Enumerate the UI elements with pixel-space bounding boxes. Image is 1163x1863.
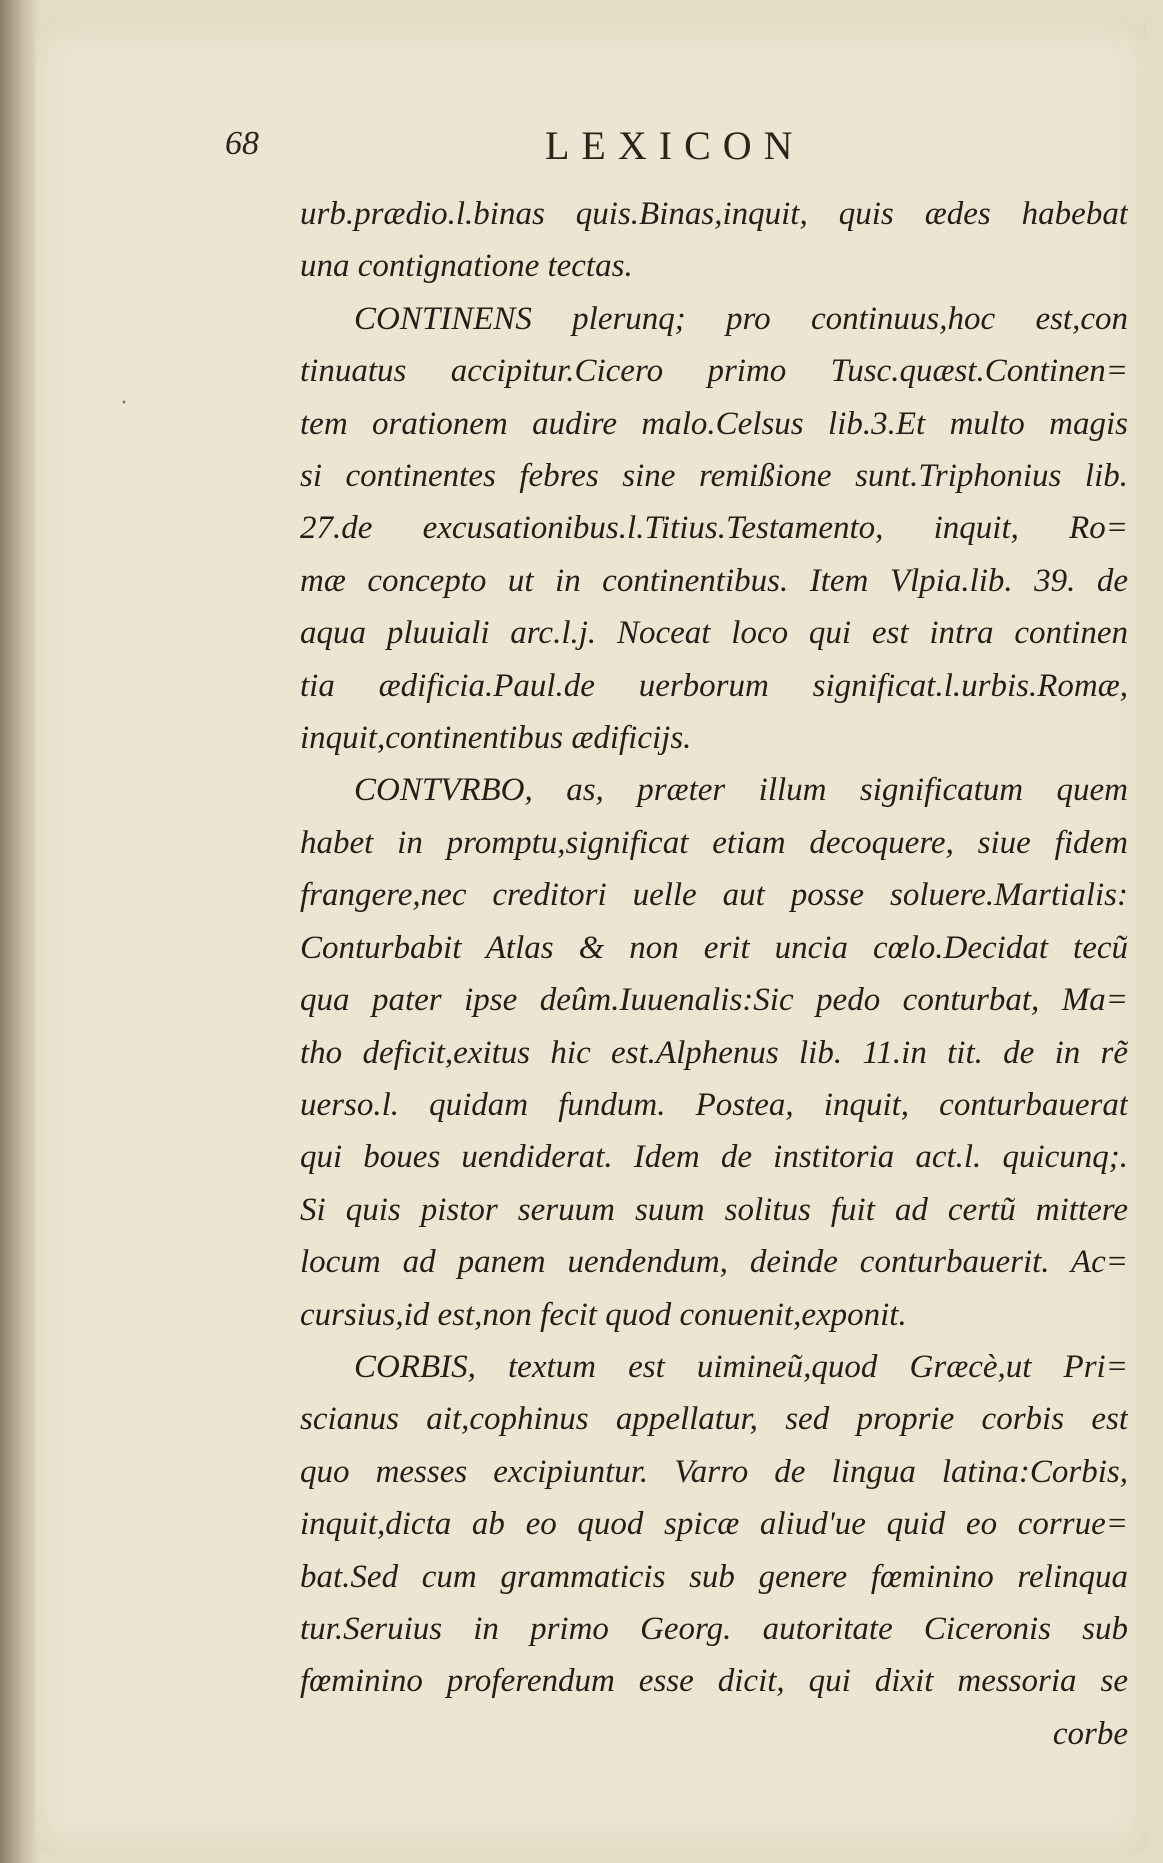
text-line: una contignatione tectas. bbox=[300, 248, 633, 285]
text-line: Conturbabit Atlas & non erit uncia cœlo.Decidat tecũ bbox=[300, 929, 1128, 966]
text-line: CORBIS, textum est uimineũ,quod Græcè,ut Pri= bbox=[354, 1348, 1128, 1385]
text-line: tia ædificia.Paul.de uerborum significat.l.urbis.Romæ, bbox=[300, 667, 1128, 704]
text-line: Si quis pistor seruum suum solitus fuit ad certũ mittere bbox=[300, 1191, 1128, 1228]
text-line: CONTINENS plerunq; pro continuus,hoc est,con bbox=[354, 300, 1128, 337]
text-line: aqua pluuiali arc.l.j. Noceat loco qui est intra continen bbox=[300, 615, 1128, 652]
text-line: 27.de excusationibus.l.Titius.Testamento, inquit, Ro= bbox=[300, 510, 1128, 547]
text-line: qui boues uendiderat. Idem de institoria act.l. quicunq;. bbox=[300, 1139, 1128, 1176]
text-line: fœminino proferendum esse dicit, qui dixit messoria se bbox=[300, 1663, 1128, 1700]
text-line: mæ concepto ut in continentibus. Item Vlpia.lib. 39. de bbox=[300, 562, 1128, 599]
text-line: tem orationem audire malo.Celsus lib.3.Et multo magis bbox=[300, 405, 1128, 442]
text-line: urb.prædio.l.binas quis.Binas,inquit, quis ædes habebat bbox=[300, 196, 1128, 232]
text-line: locum ad panem uendendum, deinde conturbauerit. Ac= bbox=[300, 1244, 1128, 1281]
margin-speck: · bbox=[120, 390, 128, 416]
text-line: inquit,continentibus ædificijs. bbox=[300, 720, 692, 757]
text-line: cursius,id est,non fecit quod conuenit,exponit. bbox=[300, 1296, 907, 1333]
text-line: inquit,dicta ab eo quod spicæ aliud'ue quid eo corrue= bbox=[300, 1506, 1128, 1543]
text-line: frangere,nec creditori uelle aut posse soluere.Martialis: bbox=[300, 877, 1128, 914]
running-head: LEXICON bbox=[545, 123, 805, 168]
text-line: qua pater ipse deûm.Iuuenalis:Sic pedo conturbat, Ma= bbox=[300, 982, 1128, 1019]
text-line: habet in promptu,significat etiam decoquere, siue fidem bbox=[300, 824, 1128, 861]
text-line: corbe bbox=[1052, 1715, 1128, 1752]
book-spine-shadow bbox=[0, 0, 40, 1863]
page-number: 68 bbox=[225, 125, 259, 162]
text-line: scianus ait,cophinus appellatur, sed proprie corbis est bbox=[300, 1401, 1128, 1438]
text-line: uerso.l. quidam fundum. Postea, inquit, conturbauerat bbox=[300, 1086, 1128, 1123]
text-line: quo messes excipiuntur. Varro de lingua latina:Corbis, bbox=[300, 1453, 1128, 1490]
text-line: tinuatus accipitur.Cicero primo Tusc.quæst.Continen= bbox=[300, 353, 1128, 390]
text-line: tur.Seruius in primo Georg. autoritate Ciceronis sub bbox=[300, 1610, 1128, 1647]
text-line: bat.Sed cum grammaticis sub genere fœminino relinqua bbox=[300, 1558, 1128, 1595]
text-line: si continentes febres sine remißione sunt.Triphonius lib. bbox=[300, 458, 1128, 495]
text-line: tho deficit,exitus hic est.Alphenus lib. 11.in tit. de in rẽ bbox=[300, 1034, 1128, 1071]
text-line: CONTVRBO, as, præter illum significatum quem bbox=[354, 772, 1128, 809]
text-block bbox=[300, 188, 1128, 1760]
